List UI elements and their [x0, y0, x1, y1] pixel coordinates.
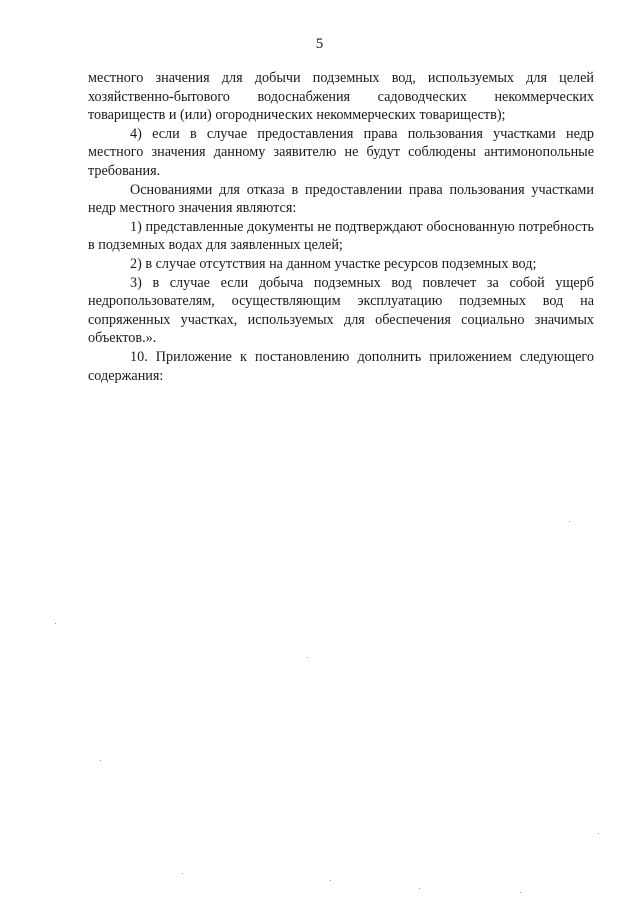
paragraph-ground-2: 2) в случае отсутствия на данном участке ресурсов подземных вод;: [130, 255, 537, 272]
paragraph-ground-1: 1) представленные документы не подтверждают обоснованную потребность в подземных водах для заявленных целей;: [88, 218, 594, 254]
paragraph-continuation: местного значения для добычи подземных вод, используемых для целей хозяйственно-бытового водоснабжения садоводческих некоммерческих товариществ и (или) огороднических некоммерческих товариществ);: [88, 70, 594, 124]
page-number: 5: [315, 36, 324, 52]
paragraph-refusal-grounds: Основаниями для отказа в предоставлении права пользования участками недр местного значения являются:: [88, 181, 594, 217]
document-body: [88, 69, 594, 385]
paragraph-item-4: 4) если в случае предоставления права пользования участками недр местного значения данному заявителю не будут соблюдены антимонопольные требования.: [88, 125, 594, 179]
paragraph-ground-3: 3) в случае если добыча подземных вод повлечет за собой ущерб недропользователям, осуществляющим эксплуатацию подземных вод на сопряженных участках, используемых для обеспечения социально значимых объектов.».: [88, 274, 594, 347]
paragraph-item-10: 10. Приложение к постановлению дополнить приложением следующего содержания:: [88, 348, 594, 384]
